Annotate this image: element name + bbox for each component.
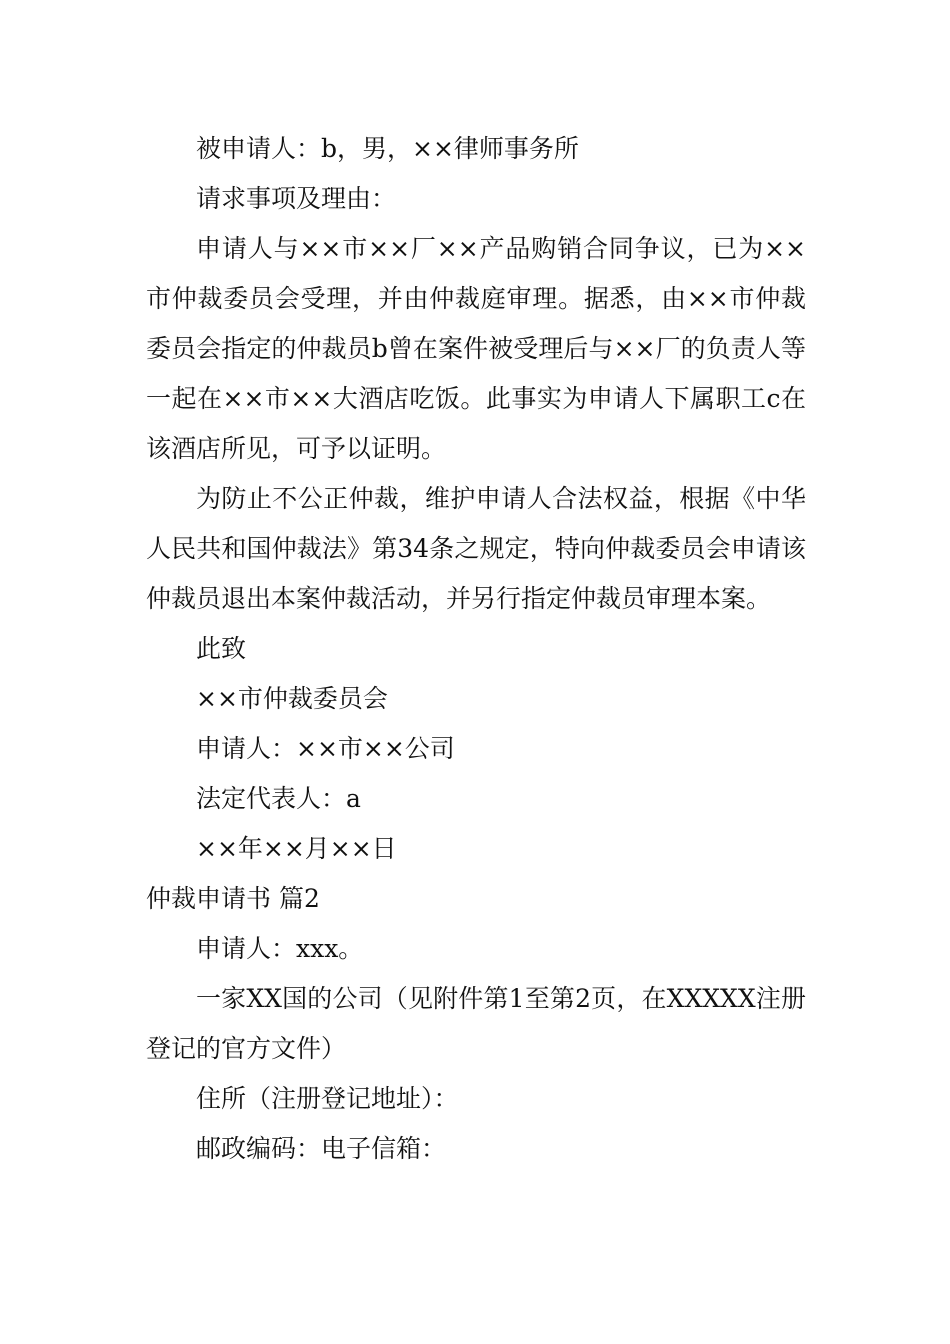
facts-paragraph: 申请人与××市××厂××产品购销合同争议，已为××市仲裁委员会受理，并由仲裁庭审理。据悉，由××市仲裁委员会指定的仲裁员b曾在案件被受理后与××厂的负责人等一起在××市××大酒店吃饭。此事实为申请人下属职工c在该酒店所见，可予以证明。	[146, 234, 806, 463]
applicant-signature: 申请人：××市××公司	[196, 734, 455, 763]
postal-email-line: 邮政编码：电子信箱：	[196, 1134, 447, 1163]
recipient: ××市仲裁委员会	[196, 684, 388, 713]
applicant-line: 申请人：xxx。	[196, 934, 364, 963]
document-body	[146, 124, 806, 1174]
date-line: ××年××月××日	[196, 834, 397, 863]
request-paragraph: 为防止不公正仲裁，维护申请人合法权益，根据《中华人民共和国仲裁法》第34条之规定，特向仲裁委员会申请该仲裁员退出本案仲裁活动，并另行指定仲裁员审理本案。	[146, 484, 806, 613]
claims-heading: 请求事项及理由：	[196, 184, 397, 213]
respondent-line: 被申请人：b，男，××律师事务所	[196, 134, 579, 163]
address-line: 住所（注册登记地址）：	[196, 1084, 459, 1113]
company-description: 一家XX国的公司（见附件第1至第2页，在XXXXX注册登记的官方文件）	[146, 984, 806, 1063]
legal-representative: 法定代表人：a	[196, 784, 361, 813]
section-heading: 仲裁申请书 篇2	[146, 884, 320, 913]
salutation: 此致	[196, 634, 247, 663]
